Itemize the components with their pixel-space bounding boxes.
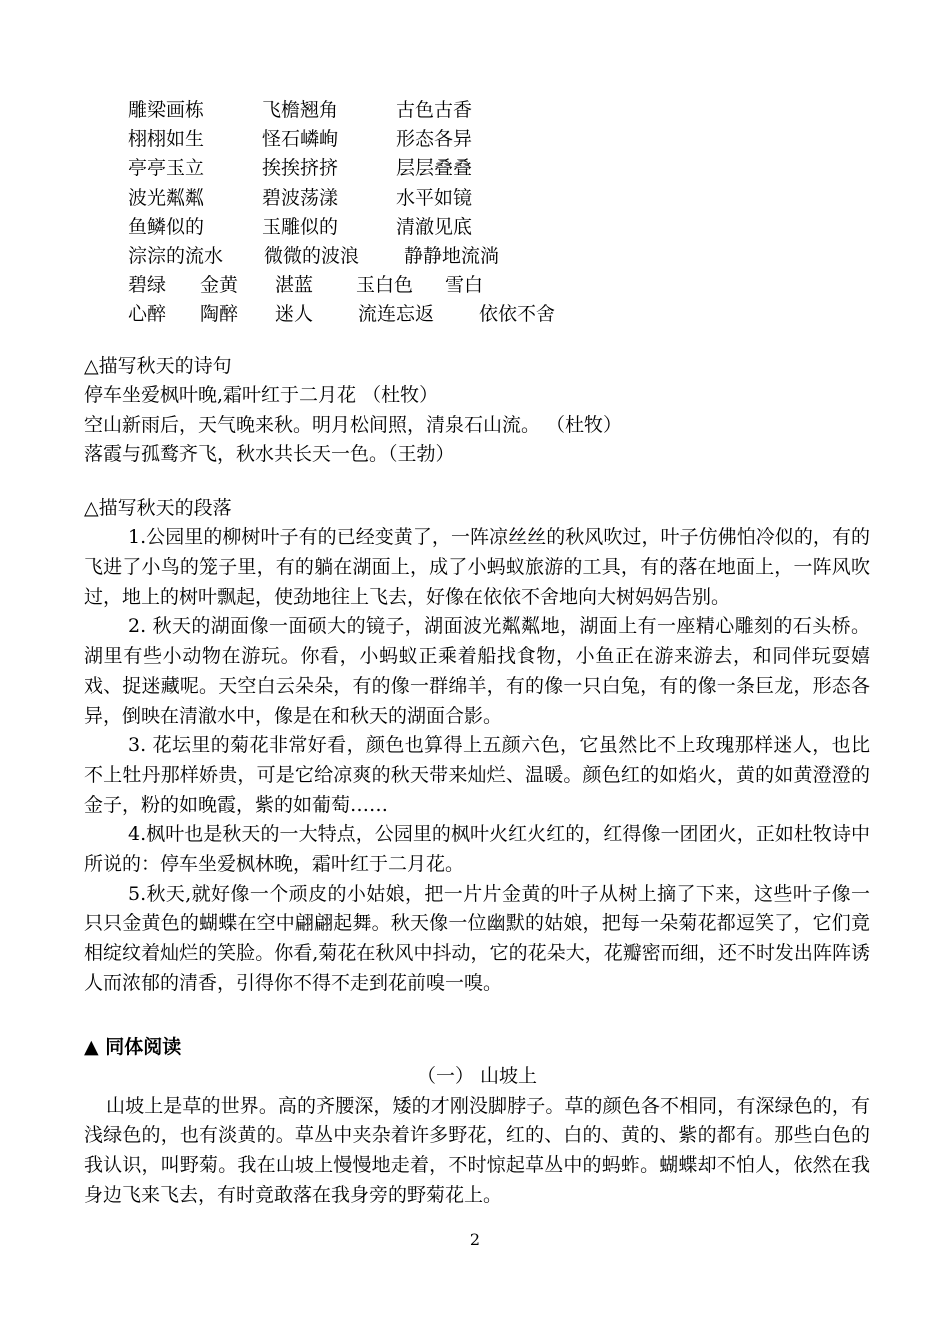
word: 心醉 (128, 303, 167, 326)
word: 层层叠叠 (396, 157, 473, 180)
paragraphs-section (84, 494, 870, 999)
reading-text: 山坡上是草的世界。高的齐腰深，矮的才刚没脚脖子。草的颜色各不相同，有深绿色的，有浅绿色的，也有淡黄的。草丛中夹杂着许多野花，红的、白的、黄的、紫的都有。那些白色的我认识，叫野菊。我在山坡上慢慢地走着，不时惊起草丛中的蚂蚱。蝴蝶却不怕人，依然在我身边飞来飞去，有时竟敢落在我身旁的野菊花上。 (84, 1094, 870, 1206)
paragraph: 1.公园里的柳树叶子有的已经变黄了，一阵凉丝丝的秋风吹过，叶子仿佛怕冷似的，有的飞进了小鸟的笼子里，有的躺在湖面上，成了小蚂蚁旅游的工具，有的落在地面上，一阵风吹过，地上的树叶飘起，使劲地往上飞去，好像在依依不舍地向大树妈妈告别。 (84, 526, 870, 608)
word: 古色古香 (396, 99, 473, 121)
word: 微微的波浪 (264, 244, 360, 267)
word: 波光粼粼 (128, 186, 205, 209)
word-row (128, 154, 555, 183)
word: 淙淙的流水 (128, 244, 224, 267)
word-row (128, 125, 555, 154)
word-row (128, 213, 555, 242)
word: 玉雕似的 (262, 215, 339, 238)
word: 形态各异 (396, 128, 473, 151)
paragraph: 4.枫叶也是秋天的一大特点，公园里的枫叶火红火红的，红得像一团团火，正如杜牧诗中所说的：停车坐爱枫林晚，霜叶红于二月花。 (84, 823, 870, 876)
word: 水平如镜 (396, 186, 473, 209)
reading-section (84, 1033, 870, 1210)
word: 依依不舍 (479, 303, 556, 326)
word: 湛蓝 (275, 274, 314, 297)
word: 雪白 (445, 274, 484, 297)
paragraph: 3. 花坛里的菊花非常好看，颜色也算得上五颜六色，它虽然比不上玫瑰那样迷人，也比不上牡丹那样娇贵，可是它给凉爽的秋天带来灿烂、温暖。颜色红的如焰火，黄的如黄澄澄的金子，粉的如晚霞，紫的如葡萄…… (84, 734, 870, 816)
word-row (128, 184, 555, 213)
word: 飞檐翘角 (262, 99, 339, 121)
poem-line: 落霞与孤鹜齐飞，秋水共长天一色。（王勃） (84, 442, 455, 465)
word-row (128, 96, 555, 125)
poem-line: 停车坐爱枫叶晚,霜叶红于二月花 （杜牧） (84, 384, 439, 407)
poems-section (84, 352, 870, 469)
word: 栩栩如生 (128, 128, 205, 151)
word: 流连忘返 (358, 303, 435, 326)
word: 鱼鳞似的 (128, 215, 205, 238)
vocabulary-list (128, 96, 555, 330)
word: 玉白色 (356, 274, 414, 297)
word: 雕梁画栋 (128, 99, 205, 121)
section-heading: △描写秋天的段落 (84, 497, 232, 519)
reading-subtitle: （一） 山坡上 (416, 1065, 538, 1088)
word: 静静地流淌 (404, 244, 500, 267)
section-heading: △描写秋天的诗句 (84, 355, 232, 377)
page-number: 2 (469, 1230, 481, 1249)
reading-heading: ▲ 同体阅读 (84, 1036, 182, 1058)
word-row (128, 271, 555, 300)
paragraph: 2. 秋天的湖面像一面硕大的镜子，湖面波光粼粼地，湖面上有一座精心雕刻的石头桥。湖里有些小动物在游玩。你看，小蚂蚁正乘着船找食物，小鱼正在游来游去，和同伴玩耍嬉戏、捉迷藏呢。天空白云朵朵，有的像一群绵羊，有的像一只白兔，有的像一条巨龙，形态各异，倒映在清澈水中，像是在和秋天的湖面合影。 (84, 615, 870, 727)
word: 碧绿 (128, 274, 167, 297)
word: 金黄 (200, 274, 239, 297)
word: 碧波荡漾 (262, 186, 339, 209)
word-row (128, 242, 555, 271)
paragraph: 5.秋天,就好像一个顽皮的小姑娘，把一片片金黄的叶子从树上摘了下来，这些叶子像一只只金黄色的蝴蝶在空中翩翩起舞。秋天像一位幽默的姑娘，把每一朵菊花都逗笑了，它们竟相绽纹着灿烂的笑脸。你看,菊花在秋风中抖动，它的花朵大，花瓣密而细，还不时发出阵阵诱人而浓郁的清香，引得你不得不走到花前嗅一嗅。 (84, 882, 870, 994)
word-row (128, 300, 555, 329)
word: 清澈见底 (396, 215, 473, 238)
word: 亭亭玉立 (128, 157, 205, 180)
poem-line: 空山新雨后，天气晚来秋。明月松间照，清泉石山流。 （杜牧） (84, 413, 623, 436)
word: 陶醉 (200, 303, 239, 326)
word: 挨挨挤挤 (262, 157, 339, 180)
word: 怪石嶙峋 (262, 128, 339, 151)
word: 迷人 (275, 303, 314, 326)
